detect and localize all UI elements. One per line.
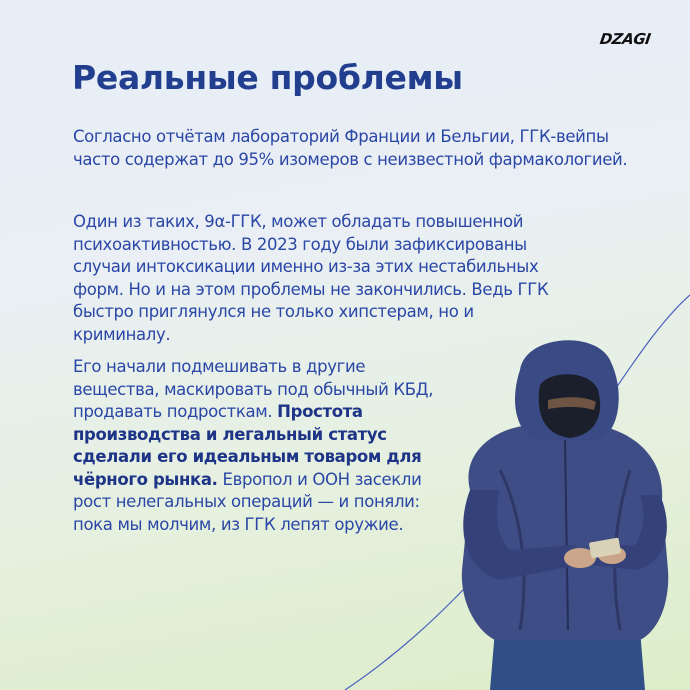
paragraph-black-market-intro: Его начали подмешивать в другие вещества, маскировать под обычный КБД, продавать подросткам. (73, 357, 434, 421)
paragraph-black-market-outro: Европол и ООН засекли рост нелегальных операций — и поняли: пока мы молчим, из ГГК лепят оружие. (73, 469, 422, 534)
brand-logo: DZAGI (598, 30, 652, 48)
paragraph-black-market-bold: Простота производства и легальный статус сделали его идеальным товаром для чёрного рынка. (73, 402, 422, 489)
page-title: Реальные проблемы (72, 58, 463, 97)
paragraph-lab-reports: Согласно отчётам лабораторий Франции и Бельгии, ГГК-вейпы часто содержат до 95% изомеров с неизвестной фармакологией. (73, 127, 628, 169)
paragraph-black-market (73, 356, 453, 536)
hooded-man-illustration (440, 330, 690, 690)
paragraph-psychoactivity: Один из таких, 9α-ГГК, может обладать повышенной психоактивностью. В 2023 году были зафиксированы случаи интоксикации именно из-за этих нестабильных форм. Но и на этом проблемы не закончились. Ведь ГГК быстро приглянулся не только хипстерам, но и криминалу. (73, 212, 549, 344)
